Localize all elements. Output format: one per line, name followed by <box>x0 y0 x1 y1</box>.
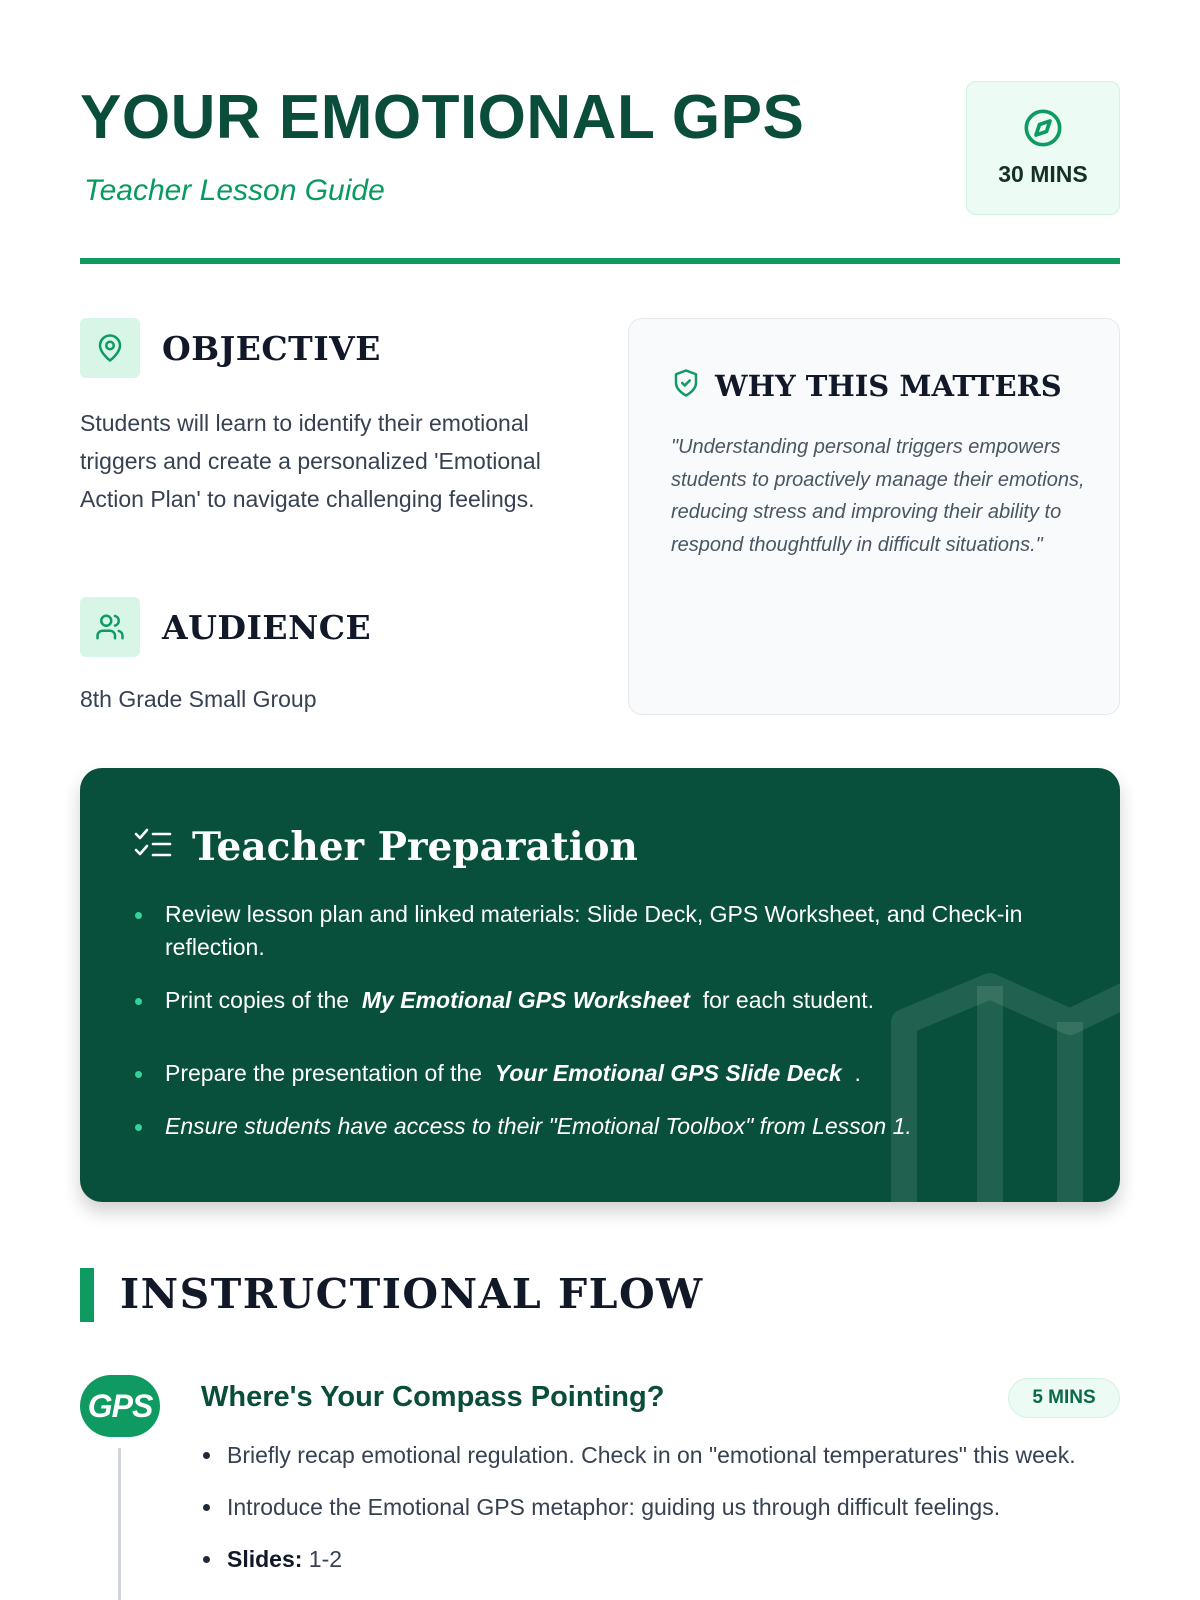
timeline-line <box>118 1448 121 1600</box>
prep-item: Review lesson plan and linked materials: Slide Deck, GPS Worksheet, and Check-in reflection. <box>135 898 1065 964</box>
users-icon <box>80 597 140 657</box>
audience-header <box>80 597 371 657</box>
header-divider <box>80 258 1120 264</box>
prep-list <box>135 898 1065 1143</box>
objective-text: Students will learn to identify their emotional triggers and create a personalized 'Emotional Action Plan' to navigate challenging feelings. <box>80 410 541 512</box>
flow-accent-bar <box>80 1268 94 1322</box>
duration-label: 30 MINS <box>998 161 1088 187</box>
objective-heading: OBJECTIVE <box>162 328 381 368</box>
duration-card <box>966 81 1120 215</box>
step-title: Where's Your Compass Pointing? <box>201 1381 665 1413</box>
slides-value: 1-2 <box>302 1546 343 1572</box>
checklist-icon <box>134 828 172 867</box>
why-quote: "Understanding personal triggers empowers students to proactively manage their emotions, reducing stress and improving their ability to respond thoughtfully in difficult situations." <box>671 436 1085 556</box>
prep-item: Prepare the presentation of the Your Emotional GPS Slide Deck . <box>135 1057 1065 1090</box>
prep-item: Print copies of the My Emotional GPS Worksheet for each student. <box>135 984 1065 1017</box>
step-duration-badge: 5 MINS <box>1008 1378 1120 1418</box>
prep-heading: Teacher Preparation <box>192 824 638 870</box>
prep-header <box>134 824 638 870</box>
audience-text: 8th Grade Small Group <box>80 686 317 712</box>
instructional-flow-heading: INSTRUCTIONAL FLOW <box>120 1270 704 1318</box>
teacher-preparation-card <box>80 768 1120 1202</box>
step-badge: GPS <box>80 1375 160 1437</box>
prep-item: Ensure students have access to their "Emotional Toolbox" from Lesson 1. <box>135 1110 1065 1143</box>
audience-heading: AUDIENCE <box>162 607 372 647</box>
why-this-matters-card <box>628 318 1120 715</box>
objective-header <box>80 318 381 378</box>
map-pin-icon <box>80 318 140 378</box>
page-subtitle: Teacher Lesson Guide <box>84 174 385 207</box>
slide-deck-title: Your Emotional GPS Slide Deck <box>494 1060 842 1086</box>
slides-label: Slides: <box>227 1546 303 1572</box>
shield-check-icon <box>671 367 701 404</box>
page-title: YOUR EMOTIONAL GPS <box>80 83 805 152</box>
why-header <box>671 367 1062 404</box>
list-item <box>201 1540 1101 1578</box>
step-bullets <box>201 1436 1101 1592</box>
list-item: Introduce the Emotional GPS metaphor: guiding us through difficult feelings. <box>201 1488 1101 1526</box>
why-heading: WHY THIS MATTERS <box>715 368 1062 403</box>
compass-icon <box>1023 108 1063 153</box>
worksheet-title: My Emotional GPS Worksheet <box>361 987 690 1013</box>
list-item: Briefly recap emotional regulation. Check in on "emotional temperatures" this week. <box>201 1436 1101 1474</box>
